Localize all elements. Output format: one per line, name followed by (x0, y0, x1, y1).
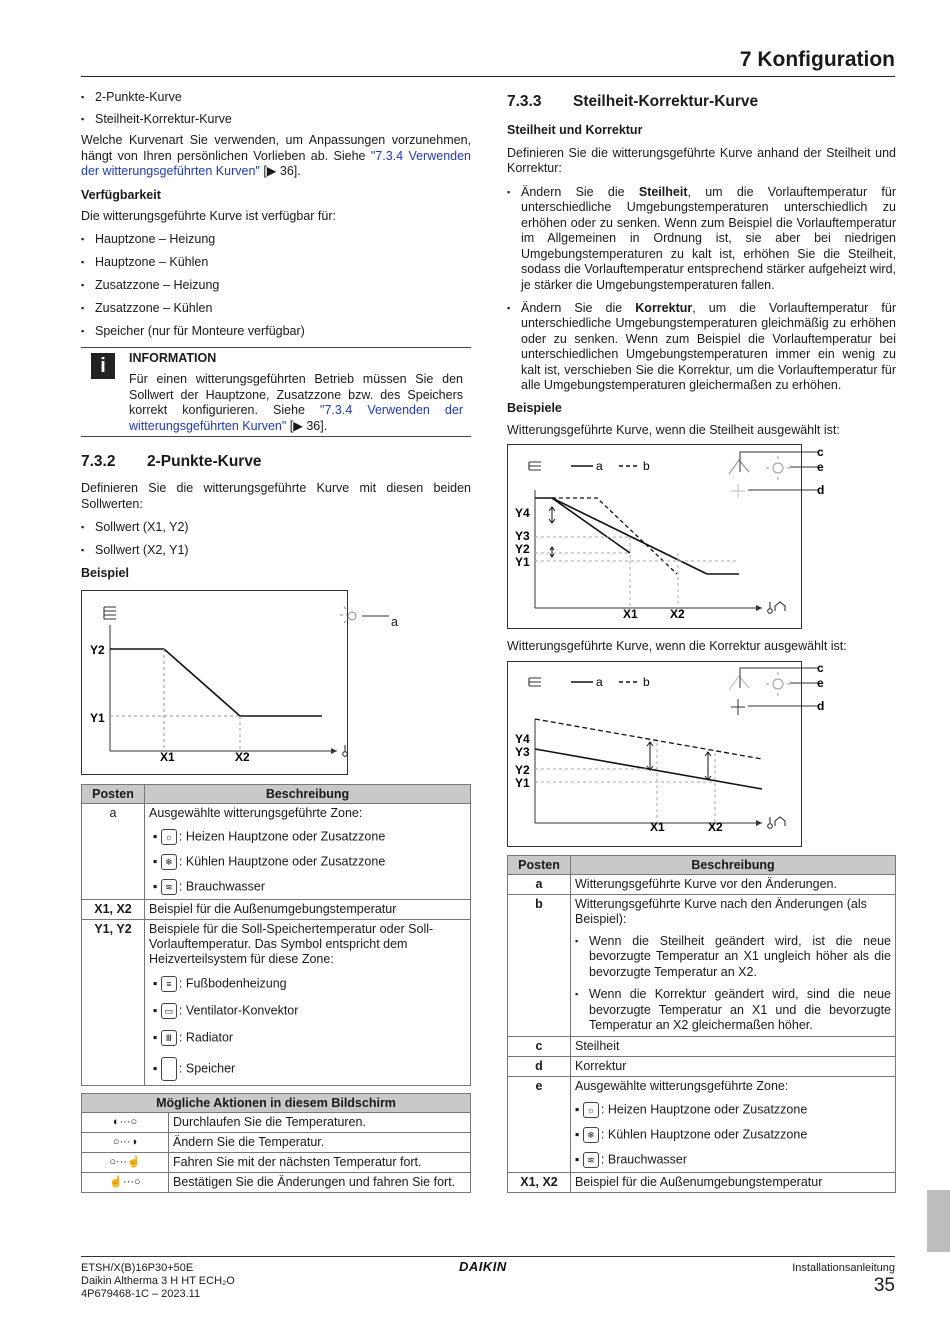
information-title: INFORMATION (129, 350, 217, 365)
text: Witterungsgeführte Kurve nach den Änderungen (als Beispiel): (575, 896, 867, 926)
two-point-curve-chart (81, 590, 348, 775)
chart-frame (508, 661, 802, 846)
text: Steilheit (638, 184, 688, 199)
list-item: ▪ ▭ : Ventilator-Konvektor (153, 1002, 299, 1017)
table-row (508, 874, 896, 894)
item-key: c (508, 1036, 571, 1056)
document-type: Installationsanleitung (792, 1262, 895, 1274)
text: : Brauchwasser (600, 1151, 688, 1166)
table-row (508, 1076, 896, 1172)
dial-symbol-icon: ○···☝ (82, 1152, 169, 1172)
dial-symbol-icon: ☝···○ (82, 1172, 169, 1192)
item-description (571, 894, 896, 1036)
dial-symbol-icon: ○···◑ (82, 1132, 169, 1152)
x-axis-arrow (756, 820, 762, 826)
info-icon-wrap (81, 351, 129, 435)
header-rule (81, 76, 895, 77)
guide-lines (535, 743, 715, 823)
callout-c-label: c (817, 445, 824, 459)
x2-label: X2 (708, 819, 723, 834)
item-key: X1, X2 (82, 899, 145, 919)
cross-reference-link[interactable]: "7.3.4 Verwenden der witterungsgeführten Kurven" (81, 148, 471, 178)
table-row (82, 803, 471, 899)
table-row (82, 1152, 471, 1172)
item-description: Beispiel für die Außenumgebungstemperatur (145, 899, 471, 919)
x-axis-arrow (331, 748, 337, 754)
text: : Ventilator-Konvektor (178, 1002, 299, 1017)
outdoor-temperature-icon (768, 817, 785, 828)
section-title: 2-Punkte-Kurve (147, 453, 262, 470)
callout-a-label: a (391, 615, 398, 629)
y4-label: Y4 (515, 731, 530, 746)
callout-d-label: d (817, 483, 825, 497)
document-number: 4P679468-1C – 2023.11 (81, 1288, 201, 1300)
slope-chart-caption: Witterungsgeführte Kurve, wenn die Steilheit ausgewählt ist: (507, 422, 840, 437)
item-key: Y1, Y2 (82, 919, 145, 1085)
list-item: ▪ Speicher (nur für Monteure verfügbar) (81, 324, 471, 340)
sun-callout-svg (335, 610, 393, 622)
cross-reference-link[interactable]: "7.3.4 Verwenden der witterungsgeführten Kurven" (129, 403, 463, 433)
domestic-hot-water-icon: ≋ (583, 1152, 599, 1168)
underfloor-heating-icon: ≡ (161, 976, 177, 992)
text: : Brauchwasser (178, 878, 266, 893)
x-axis-arrow (756, 605, 762, 611)
list-item: ▪ Zusatzzone – Heizung (81, 278, 471, 294)
action-text: Ändern Sie die Temperatur. (169, 1132, 471, 1152)
heating-sun-icon (766, 456, 790, 480)
text: : Kühlen Hauptzone oder Zusatzzone (178, 853, 386, 868)
legend-label-b: b (643, 674, 650, 689)
daikin-logo: DAIKIN (459, 1259, 507, 1274)
item-description-table (81, 784, 471, 1086)
offset-icon (731, 484, 745, 498)
information-box (81, 347, 471, 438)
action-text: Fahren Sie mit der nächsten Temperatur fort. (169, 1152, 471, 1172)
item-description (571, 1076, 896, 1172)
change-list (575, 934, 891, 1034)
left-column (81, 90, 471, 1193)
text: , um die Vorlauftemperatur für unterschiedliche Umgebungstemperaturen unterschiedlich zu erhöhen oder zu senken. Wenn zum Beispiel die Vorlauftemperatur im Allgemeinen in Ordnung ist, sie aber bei niedrigen Umgebungstemperaturen zu kalt ist, erhöhen Sie die Steilheit, sodass die Vorlauftemperatur entsprechend stärker aufgeheizt wird, je stärker die Umgebungstemperaturen fallen. (521, 184, 897, 292)
text: Korrektur (635, 300, 693, 315)
y2-label: Y2 (515, 542, 530, 556)
underfloor-heating-icon (529, 462, 541, 470)
column-header: Beschreibung (571, 855, 896, 874)
list-item: ▪ Steilheit-Korrektur-Kurve (81, 112, 471, 128)
curve-b (552, 498, 677, 574)
text: Ausgewählte witterungsgeführte Zone: (575, 1078, 789, 1093)
legend-label-a: a (596, 459, 603, 473)
callout-c-label: c (817, 660, 824, 675)
y1-label: Y1 (90, 710, 105, 725)
info-icon: i (91, 353, 115, 379)
radiator-icon: Ⅲ (161, 1030, 177, 1046)
availability-intro: Die witterungsgeführte Kurve ist verfügbar für: (81, 209, 336, 223)
examples-heading: Beispiele (507, 401, 562, 415)
text: , um die Vorlauftemperatur für unterschiedliche Umgebungstemperaturen gleichmäßig zu erhöhen oder zu senken. Wenn zum Beispiel die Vorlauftemperatur bei unterschiedlichen Umgebungstemperaturen immer ein wenig zu kalt ist, verschieben Sie die Korrektur, um die Vorlauftemperatur für alle Umgebungstemperaturen gleichermaßen zu erhöhen. (521, 300, 896, 392)
item-description (145, 919, 471, 1085)
chart-frame (508, 445, 802, 629)
text: [▶ 36]. (259, 164, 301, 178)
offset-curve-chart (507, 661, 896, 847)
table-row (508, 1036, 896, 1056)
callout-e-label: e (817, 460, 824, 474)
item-key: b (508, 894, 571, 1036)
x2-label: X2 (670, 607, 685, 621)
tank-icon (161, 1057, 177, 1081)
item-description: Witterungsgeführte Kurve vor den Änderungen. (571, 874, 896, 894)
text: : Speicher (178, 1060, 236, 1075)
action-text: Durchlaufen Sie die Temperaturen. (169, 1112, 471, 1132)
y4-label: Y4 (515, 506, 530, 520)
list-item: ▪ ≋ : Brauchwasser (153, 878, 266, 893)
list-item: ▪ Wenn die Steilheit geändert wird, ist die neue bevorzugte Temperatur an X1 ungleich höher als die bevorzugte Temperatur an X2. (575, 934, 891, 981)
column-header: Beschreibung (145, 784, 471, 803)
slope-offset-list (507, 185, 896, 394)
curve-segment (164, 649, 240, 716)
text: Welche Kurvenart Sie verwenden, um Anpassungen vorzunehmen, hängt von Ihren persönlichen Vorlieben ab. Siehe (81, 133, 471, 163)
list-item: ▪ Sollwert (X2, Y1) (81, 543, 471, 559)
outdoor-temperature-icon (343, 745, 347, 756)
y3-label: Y3 (515, 744, 530, 759)
outdoor-temperature-icon (768, 602, 785, 613)
y1-label: Y1 (515, 775, 530, 790)
product-name: Daikin Altherma 3 H HT ECH₂O (81, 1275, 235, 1287)
curve-type-list (81, 90, 471, 127)
slope-curve-chart (507, 444, 896, 629)
x2-label: X2 (235, 749, 250, 764)
chapter-title: 7 Konfiguration (739, 48, 895, 71)
list-item: ▪ Zusatzzone – Kühlen (81, 301, 471, 317)
text: Für einen witterungsgeführten Betrieb müssen Sie den Sollwert der Hauptzone, Zusatzzone bzw. des Speichers korrekt konfigurieren. Siehe (129, 372, 463, 417)
table-row (82, 1172, 471, 1192)
list-item: ▪ ≋ : Brauchwasser (575, 1151, 688, 1166)
heating-sun-icon (766, 672, 790, 696)
footer-rule (81, 1256, 895, 1257)
table-row (82, 919, 471, 1085)
text: Ändern Sie die (521, 184, 639, 199)
guide-lines (535, 537, 739, 608)
heating-sun-icon: ☼ (583, 1102, 599, 1118)
slope-offset-table (507, 855, 896, 1193)
information-text (129, 372, 463, 434)
heating-sun-icon: ☼ (161, 829, 177, 845)
possible-actions-table (81, 1093, 471, 1193)
callout-lines (740, 668, 819, 706)
curve-choice-paragraph (81, 133, 471, 180)
text: : Heizen Hauptzone oder Zusatzzone (600, 1101, 808, 1116)
list-item: ▪ : Speicher (153, 1057, 466, 1081)
callout-d-label: d (817, 698, 825, 713)
slope-icon (729, 676, 749, 690)
text: : Fußbodenheizung (178, 975, 287, 990)
table-row (508, 1172, 896, 1192)
two-point-curve-svg (82, 591, 347, 774)
model-code: ETSH/X(B)16P30+50E (81, 1262, 194, 1274)
availability-heading: Verfügbarkeit (81, 187, 161, 202)
section-intro: Definieren Sie die witterungsgeführte Kurve mit diesen beiden Sollwerten: (81, 481, 471, 511)
list-item: ▪ Hauptzone – Kühlen (81, 255, 471, 271)
information-body (129, 351, 471, 435)
curve-b (535, 719, 762, 759)
footer-product-info (81, 1262, 235, 1301)
text: Ausgewählte witterungsgeführte Zone: (149, 805, 363, 820)
y1-label: Y1 (515, 555, 530, 569)
section-number: 7.3.2 (81, 453, 116, 470)
callout-e-label: e (817, 675, 824, 690)
text: : Heizen Hauptzone oder Zusatzzone (178, 828, 386, 843)
availability-list (81, 232, 471, 340)
cooling-snowflake-icon: ❄ (583, 1127, 599, 1143)
table-row (82, 1112, 471, 1132)
list-item: ▪ Ⅲ : Radiator (153, 1029, 234, 1044)
list-item: ▪ ≡ : Fußbodenheizung (153, 975, 287, 990)
list-item: ▪ ☼ : Heizen Hauptzone oder Zusatzzone (153, 828, 386, 843)
adjust-arrows (549, 507, 555, 557)
list-item: ▪ 2-Punkte-Kurve (81, 90, 471, 106)
item-key: X1, X2 (508, 1172, 571, 1192)
dial-symbol-icon: ◐···○ (82, 1112, 169, 1132)
y2-label: Y2 (90, 642, 105, 657)
item-description: Beispiel für die Außenumgebungstemperatur (571, 1172, 896, 1192)
callout-lines (740, 452, 819, 490)
page-number: 35 (873, 1275, 895, 1296)
x1-label: X1 (650, 819, 665, 834)
offset-icon (731, 699, 745, 715)
chapter-side-tab (927, 1190, 950, 1252)
table-row (508, 894, 896, 1036)
text: [▶ 36]. (286, 418, 328, 433)
list-item: ▪ ☼ : Heizen Hauptzone oder Zusatzzone (575, 1101, 808, 1116)
curve-a (535, 749, 762, 789)
text: Ändern Sie die (521, 300, 636, 315)
x1-label: X1 (160, 749, 175, 764)
table-row (508, 1056, 896, 1076)
y3-label: Y3 (515, 529, 530, 543)
slope-icon (729, 460, 749, 474)
text: Beispiele für die Soll-Speichertemperatur oder Soll-Vorlauftemperatur. Das Symbol entspricht dem Heizverteilsystem für diese Zone: (149, 921, 434, 966)
text: : Kühlen Hauptzone oder Zusatzzone (600, 1126, 808, 1141)
list-item: ▪ ❄ : Kühlen Hauptzone oder Zusatzzone (153, 853, 386, 868)
table-row (82, 899, 471, 919)
section-heading-7-3-3 (507, 93, 896, 111)
section-heading-7-3-2 (81, 453, 471, 471)
cooling-snowflake-icon: ❄ (161, 854, 177, 870)
list-item: ▪ Sollwert (X1, Y2) (81, 520, 471, 536)
example-heading: Beispiel (81, 566, 129, 580)
list-item: ▪ Wenn die Korrektur geändert wird, sind die neue bevorzugte Temperatur an X1 und die bevorzugte Temperatur an X2 gleichermaßen höher. (575, 987, 891, 1034)
offset-chart-caption: Witterungsgeführte Kurve, wenn die Korrektur ausgewählt ist: (507, 639, 847, 653)
list-item: ▪ Hauptzone – Heizung (81, 232, 471, 248)
section-title: Steilheit-Korrektur-Kurve (573, 93, 759, 110)
section-number: 7.3.3 (507, 93, 542, 110)
domestic-hot-water-icon: ≋ (161, 879, 177, 895)
table-title: Mögliche Aktionen in diesem Bildschirm (82, 1093, 471, 1112)
legend-label-a: a (596, 674, 603, 689)
legend-label-b: b (643, 459, 650, 473)
item-key: d (508, 1056, 571, 1076)
column-header: Posten (82, 784, 145, 803)
subheading: Steilheit und Korrektur (507, 123, 643, 137)
item-key: a (82, 803, 145, 899)
list-item (507, 185, 896, 294)
right-column (507, 90, 896, 1193)
heating-sun-icon (348, 612, 356, 620)
item-description: Steilheit (571, 1036, 896, 1056)
list-item (507, 301, 896, 394)
table-row (82, 1132, 471, 1152)
action-text: Bestätigen Sie die Änderungen und fahren Sie fort. (169, 1172, 471, 1192)
item-description: Korrektur (571, 1056, 896, 1076)
section-intro: Definieren Sie die witterungsgeführte Kurve anhand der Steilheit und Korrektur: (507, 145, 896, 175)
y2-label: Y2 (515, 762, 530, 777)
column-header: Posten (508, 855, 571, 874)
setpoint-list (81, 520, 471, 559)
list-item: ▪ ❄ : Kühlen Hauptzone oder Zusatzzone (575, 1126, 808, 1141)
fan-coil-icon: ▭ (161, 1003, 177, 1019)
item-key: a (508, 874, 571, 894)
underfloor-heating-icon (104, 607, 116, 619)
underfloor-heating-icon (529, 678, 541, 686)
item-description (145, 803, 471, 899)
item-key: e (508, 1076, 571, 1172)
text: : Radiator (178, 1029, 234, 1044)
x1-label: X1 (623, 607, 638, 621)
